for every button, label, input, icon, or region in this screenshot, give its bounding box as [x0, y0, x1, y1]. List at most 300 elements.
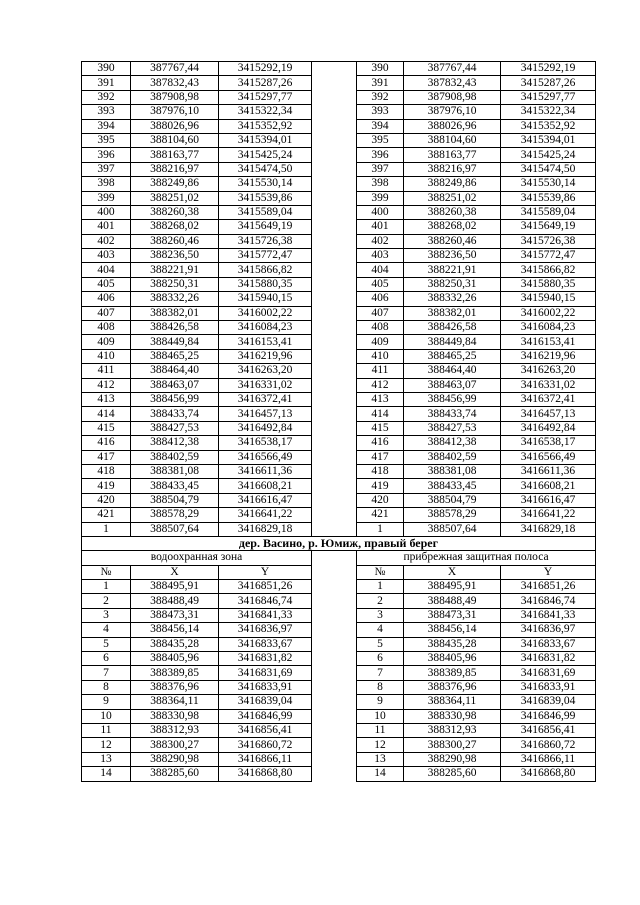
left-coord-y: 3416860,72	[219, 738, 312, 752]
column-gap	[312, 292, 357, 306]
left-coord-x: 388456,99	[131, 392, 219, 406]
column-gap	[312, 709, 357, 723]
left-coord-y: 3415394,01	[219, 133, 312, 147]
right-coord-x: 388249,86	[404, 177, 501, 191]
left-coord-x: 388402,59	[131, 450, 219, 464]
column-gap	[312, 565, 357, 579]
left-coord-y: 3416538,17	[219, 436, 312, 450]
right-point-number: 400	[357, 205, 404, 219]
column-gap	[312, 421, 357, 435]
right-coord-y: 3416839,04	[501, 695, 596, 709]
right-coord-x: 388578,29	[404, 508, 501, 522]
left-coord-y: 3416611,36	[219, 464, 312, 478]
right-coord-y: 3416084,23	[501, 321, 596, 335]
right-coord-x: 388330,98	[404, 709, 501, 723]
right-coord-x: 388382,01	[404, 306, 501, 320]
right-point-number: 12	[357, 738, 404, 752]
left-coord-y: 3416841,33	[219, 608, 312, 622]
table-row	[82, 594, 596, 608]
right-coord-x: 388163,77	[404, 148, 501, 162]
right-coord-x: 388464,40	[404, 364, 501, 378]
left-coord-x: 388412,38	[131, 436, 219, 450]
section-title-row	[82, 536, 596, 550]
left-point-number: 418	[82, 464, 131, 478]
table-row	[82, 205, 596, 219]
column-gap	[312, 234, 357, 248]
left-point-number: 13	[82, 752, 131, 766]
right-coord-y: 3415322,34	[501, 105, 596, 119]
right-coord-y: 3416566,49	[501, 450, 596, 464]
left-coord-x: 388236,50	[131, 249, 219, 263]
column-gap	[312, 277, 357, 291]
left-point-number: 394	[82, 119, 131, 133]
left-point-number: 397	[82, 162, 131, 176]
right-coord-y: 3416866,11	[501, 752, 596, 766]
column-gap	[312, 479, 357, 493]
right-header-x: X	[404, 565, 501, 579]
right-coord-y: 3416263,20	[501, 364, 596, 378]
column-gap	[312, 335, 357, 349]
left-point-number: 399	[82, 191, 131, 205]
left-coord-x: 388330,98	[131, 709, 219, 723]
right-coord-y: 3416002,22	[501, 306, 596, 320]
right-coord-x: 388405,96	[404, 652, 501, 666]
right-point-number: 7	[357, 666, 404, 680]
column-gap	[312, 680, 357, 694]
table-row	[82, 263, 596, 277]
right-point-number: 6	[357, 652, 404, 666]
left-coord-x: 388221,91	[131, 263, 219, 277]
right-point-number: 397	[357, 162, 404, 176]
right-coord-x: 388381,08	[404, 464, 501, 478]
left-point-number: 408	[82, 321, 131, 335]
column-gap	[312, 62, 357, 76]
left-point-number: 419	[82, 479, 131, 493]
right-point-number: 1	[357, 522, 404, 536]
column-gap	[312, 76, 357, 90]
table-row	[82, 666, 596, 680]
left-coord-x: 388332,26	[131, 292, 219, 306]
right-coord-x: 387976,10	[404, 105, 501, 119]
left-coord-y: 3416608,21	[219, 479, 312, 493]
right-coord-y: 3415726,38	[501, 234, 596, 248]
right-coord-y: 3416860,72	[501, 738, 596, 752]
column-gap	[312, 349, 357, 363]
left-coord-y: 3416833,91	[219, 680, 312, 694]
left-point-number: 393	[82, 105, 131, 119]
table-row	[82, 378, 596, 392]
left-coord-x: 388251,02	[131, 191, 219, 205]
right-point-number: 412	[357, 378, 404, 392]
left-coord-y: 3415322,34	[219, 105, 312, 119]
right-point-number: 411	[357, 364, 404, 378]
left-zone-title: водоохранная зона	[82, 551, 312, 565]
left-coord-x: 388216,97	[131, 162, 219, 176]
column-gap	[312, 392, 357, 406]
column-gap	[312, 450, 357, 464]
left-point-number: 416	[82, 436, 131, 450]
left-coord-y: 3416831,69	[219, 666, 312, 680]
right-coord-x: 388507,64	[404, 522, 501, 536]
table-row	[82, 177, 596, 191]
right-point-number: 405	[357, 277, 404, 291]
right-coord-y: 3416641,22	[501, 508, 596, 522]
right-coord-x: 388300,27	[404, 738, 501, 752]
left-coord-x: 388104,60	[131, 133, 219, 147]
column-header-row	[82, 565, 596, 579]
right-point-number: 419	[357, 479, 404, 493]
table-row	[82, 508, 596, 522]
right-coord-y: 3416856,41	[501, 723, 596, 737]
right-coord-x: 388427,53	[404, 421, 501, 435]
left-coord-y: 3416836,97	[219, 623, 312, 637]
column-gap	[312, 263, 357, 277]
left-coord-x: 387908,98	[131, 90, 219, 104]
table-row	[82, 249, 596, 263]
left-coord-y: 3415539,86	[219, 191, 312, 205]
left-point-number: 6	[82, 652, 131, 666]
left-coord-y: 3416829,18	[219, 522, 312, 536]
right-coord-x: 387767,44	[404, 62, 501, 76]
table-row	[82, 738, 596, 752]
right-coord-x: 387832,43	[404, 76, 501, 90]
right-coord-y: 3416841,33	[501, 608, 596, 622]
right-coord-y: 3415940,15	[501, 292, 596, 306]
table-row	[82, 90, 596, 104]
left-coord-x: 388456,14	[131, 623, 219, 637]
right-point-number: 408	[357, 321, 404, 335]
column-gap	[312, 364, 357, 378]
column-gap	[312, 220, 357, 234]
left-coord-y: 3416856,41	[219, 723, 312, 737]
right-coord-y: 3416608,21	[501, 479, 596, 493]
left-coord-x: 388382,01	[131, 306, 219, 320]
right-coord-y: 3415772,47	[501, 249, 596, 263]
left-coord-y: 3415880,35	[219, 277, 312, 291]
column-gap	[312, 695, 357, 709]
column-gap	[312, 666, 357, 680]
left-coord-x: 388381,08	[131, 464, 219, 478]
right-point-number: 401	[357, 220, 404, 234]
right-coord-x: 388495,91	[404, 580, 501, 594]
left-point-number: 420	[82, 493, 131, 507]
right-coord-x: 388251,02	[404, 191, 501, 205]
table-row	[82, 277, 596, 291]
right-coord-y: 3416846,99	[501, 709, 596, 723]
left-coord-x: 388260,38	[131, 205, 219, 219]
table-row	[82, 493, 596, 507]
left-point-number: 398	[82, 177, 131, 191]
left-coord-y: 3416084,23	[219, 321, 312, 335]
table-row	[82, 637, 596, 651]
right-point-number: 393	[357, 105, 404, 119]
right-coord-x: 388026,96	[404, 119, 501, 133]
left-coord-y: 3416833,67	[219, 637, 312, 651]
left-coord-x: 388405,96	[131, 652, 219, 666]
table-row	[82, 306, 596, 320]
table-row	[82, 292, 596, 306]
right-coord-x: 388449,84	[404, 335, 501, 349]
left-coord-y: 3416846,74	[219, 594, 312, 608]
left-point-number: 413	[82, 392, 131, 406]
left-point-number: 407	[82, 306, 131, 320]
right-coord-y: 3415297,77	[501, 90, 596, 104]
column-gap	[312, 378, 357, 392]
column-gap	[312, 738, 357, 752]
column-gap	[312, 580, 357, 594]
right-coord-y: 3415474,50	[501, 162, 596, 176]
right-coord-x: 388456,99	[404, 392, 501, 406]
left-coord-x: 388495,91	[131, 580, 219, 594]
right-coord-y: 3415539,86	[501, 191, 596, 205]
right-point-number: 391	[357, 76, 404, 90]
left-point-number: 3	[82, 608, 131, 622]
right-coord-x: 388376,96	[404, 680, 501, 694]
left-point-number: 395	[82, 133, 131, 147]
left-coord-y: 3415772,47	[219, 249, 312, 263]
right-coord-x: 388412,38	[404, 436, 501, 450]
left-coord-x: 388250,31	[131, 277, 219, 291]
right-coord-x: 388473,31	[404, 608, 501, 622]
left-coord-x: 388268,02	[131, 220, 219, 234]
left-coord-x: 388427,53	[131, 421, 219, 435]
left-coord-y: 3416616,47	[219, 493, 312, 507]
right-coord-x: 388260,46	[404, 234, 501, 248]
left-header-number: №	[82, 565, 131, 579]
left-coord-y: 3415530,14	[219, 177, 312, 191]
left-point-number: 396	[82, 148, 131, 162]
table-row	[82, 464, 596, 478]
right-coord-x: 388260,38	[404, 205, 501, 219]
right-point-number: 1	[357, 580, 404, 594]
left-coord-x: 387767,44	[131, 62, 219, 76]
right-coord-x: 388465,25	[404, 349, 501, 363]
left-coord-x: 388285,60	[131, 767, 219, 781]
right-coord-x: 388504,79	[404, 493, 501, 507]
column-gap	[312, 119, 357, 133]
right-coord-y: 3415880,35	[501, 277, 596, 291]
left-coord-y: 3415649,19	[219, 220, 312, 234]
right-coord-y: 3415292,19	[501, 62, 596, 76]
left-coord-y: 3415425,24	[219, 148, 312, 162]
left-coord-y: 3415940,15	[219, 292, 312, 306]
column-gap	[312, 306, 357, 320]
table-row	[82, 695, 596, 709]
table-row	[82, 191, 596, 205]
right-coord-x: 388402,59	[404, 450, 501, 464]
right-coord-x: 388463,07	[404, 378, 501, 392]
right-point-number: 2	[357, 594, 404, 608]
table-row	[82, 522, 596, 536]
left-point-number: 5	[82, 637, 131, 651]
right-coord-x: 388236,50	[404, 249, 501, 263]
left-coord-x: 388364,11	[131, 695, 219, 709]
table-row	[82, 62, 596, 76]
right-point-number: 13	[357, 752, 404, 766]
right-point-number: 395	[357, 133, 404, 147]
coordinates-table-body	[82, 62, 596, 782]
left-point-number: 406	[82, 292, 131, 306]
table-row	[82, 392, 596, 406]
right-coord-y: 3416538,17	[501, 436, 596, 450]
table-row	[82, 364, 596, 378]
column-gap	[312, 191, 357, 205]
left-point-number: 403	[82, 249, 131, 263]
right-coord-y: 3416372,41	[501, 392, 596, 406]
table-row	[82, 608, 596, 622]
left-coord-y: 3416831,82	[219, 652, 312, 666]
right-coord-y: 3415394,01	[501, 133, 596, 147]
right-coord-x: 388433,45	[404, 479, 501, 493]
table-row	[82, 680, 596, 694]
left-point-number: 402	[82, 234, 131, 248]
left-coord-y: 3416219,96	[219, 349, 312, 363]
left-coord-y: 3416641,22	[219, 508, 312, 522]
left-coord-y: 3416868,80	[219, 767, 312, 781]
column-gap	[312, 321, 357, 335]
left-coord-y: 3416372,41	[219, 392, 312, 406]
left-point-number: 10	[82, 709, 131, 723]
right-point-number: 403	[357, 249, 404, 263]
left-point-number: 404	[82, 263, 131, 277]
table-row	[82, 220, 596, 234]
left-coord-y: 3416492,84	[219, 421, 312, 435]
left-coord-x: 387976,10	[131, 105, 219, 119]
left-point-number: 12	[82, 738, 131, 752]
right-coord-x: 388285,60	[404, 767, 501, 781]
right-point-number: 9	[357, 695, 404, 709]
table-row	[82, 76, 596, 90]
right-point-number: 414	[357, 407, 404, 421]
column-gap	[312, 407, 357, 421]
left-point-number: 11	[82, 723, 131, 737]
right-point-number: 413	[357, 392, 404, 406]
zone-title-row	[82, 551, 596, 565]
left-coord-x: 388026,96	[131, 119, 219, 133]
right-coord-x: 388332,26	[404, 292, 501, 306]
right-point-number: 5	[357, 637, 404, 651]
right-point-number: 10	[357, 709, 404, 723]
left-coord-y: 3416263,20	[219, 364, 312, 378]
right-point-number: 409	[357, 335, 404, 349]
right-coord-y: 3416851,26	[501, 580, 596, 594]
left-point-number: 1	[82, 522, 131, 536]
right-coord-y: 3415866,82	[501, 263, 596, 277]
column-gap	[312, 464, 357, 478]
left-header-x: X	[131, 565, 219, 579]
table-row	[82, 119, 596, 133]
table-row	[82, 234, 596, 248]
right-coord-x: 388364,11	[404, 695, 501, 709]
left-coord-x: 388507,64	[131, 522, 219, 536]
left-point-number: 8	[82, 680, 131, 694]
table-row	[82, 133, 596, 147]
left-coord-x: 388464,40	[131, 364, 219, 378]
right-point-number: 407	[357, 306, 404, 320]
column-gap	[312, 105, 357, 119]
right-point-number: 4	[357, 623, 404, 637]
left-point-number: 14	[82, 767, 131, 781]
right-coord-x: 388312,93	[404, 723, 501, 737]
table-row	[82, 321, 596, 335]
right-header-y: Y	[501, 565, 596, 579]
right-point-number: 418	[357, 464, 404, 478]
left-coord-x: 388290,98	[131, 752, 219, 766]
right-point-number: 421	[357, 508, 404, 522]
right-coord-y: 3415352,92	[501, 119, 596, 133]
table-row	[82, 349, 596, 363]
left-coord-y: 3416331,02	[219, 378, 312, 392]
right-point-number: 390	[357, 62, 404, 76]
right-point-number: 416	[357, 436, 404, 450]
right-point-number: 420	[357, 493, 404, 507]
right-coord-x: 388433,74	[404, 407, 501, 421]
left-coord-y: 3416851,26	[219, 580, 312, 594]
right-coord-x: 388268,02	[404, 220, 501, 234]
right-coord-y: 3415425,24	[501, 148, 596, 162]
left-coord-x: 388504,79	[131, 493, 219, 507]
left-coord-y: 3416866,11	[219, 752, 312, 766]
right-coord-y: 3416457,13	[501, 407, 596, 421]
column-gap	[312, 623, 357, 637]
right-coord-y: 3415589,04	[501, 205, 596, 219]
right-point-number: 406	[357, 292, 404, 306]
left-point-number: 417	[82, 450, 131, 464]
left-coord-x: 388249,86	[131, 177, 219, 191]
right-coord-x: 388250,31	[404, 277, 501, 291]
left-point-number: 1	[82, 580, 131, 594]
left-coord-x: 388463,07	[131, 378, 219, 392]
section-title: дер. Васино, р. Юмиж, правый берег	[82, 536, 596, 550]
right-point-number: 396	[357, 148, 404, 162]
right-coord-x: 388221,91	[404, 263, 501, 277]
right-coord-x: 388104,60	[404, 133, 501, 147]
left-point-number: 409	[82, 335, 131, 349]
left-coord-x: 388260,46	[131, 234, 219, 248]
right-coord-y: 3416611,36	[501, 464, 596, 478]
left-coord-x: 387832,43	[131, 76, 219, 90]
column-gap	[312, 493, 357, 507]
left-point-number: 392	[82, 90, 131, 104]
column-gap	[312, 177, 357, 191]
column-gap	[312, 436, 357, 450]
left-coord-x: 388426,58	[131, 321, 219, 335]
table-row	[82, 450, 596, 464]
left-coord-x: 388449,84	[131, 335, 219, 349]
right-coord-y: 3416846,74	[501, 594, 596, 608]
column-gap	[312, 608, 357, 622]
left-point-number: 9	[82, 695, 131, 709]
right-point-number: 404	[357, 263, 404, 277]
right-coord-y: 3415287,26	[501, 76, 596, 90]
left-header-y: Y	[219, 565, 312, 579]
right-coord-x: 388389,85	[404, 666, 501, 680]
left-point-number: 410	[82, 349, 131, 363]
left-point-number: 401	[82, 220, 131, 234]
right-coord-x: 388216,97	[404, 162, 501, 176]
column-gap	[312, 637, 357, 651]
right-coord-y: 3416153,41	[501, 335, 596, 349]
left-coord-y: 3416002,22	[219, 306, 312, 320]
left-point-number: 2	[82, 594, 131, 608]
column-gap	[312, 723, 357, 737]
right-header-number: №	[357, 565, 404, 579]
table-row	[82, 767, 596, 781]
table-row	[82, 752, 596, 766]
right-point-number: 392	[357, 90, 404, 104]
column-gap	[312, 133, 357, 147]
column-gap	[312, 522, 357, 536]
